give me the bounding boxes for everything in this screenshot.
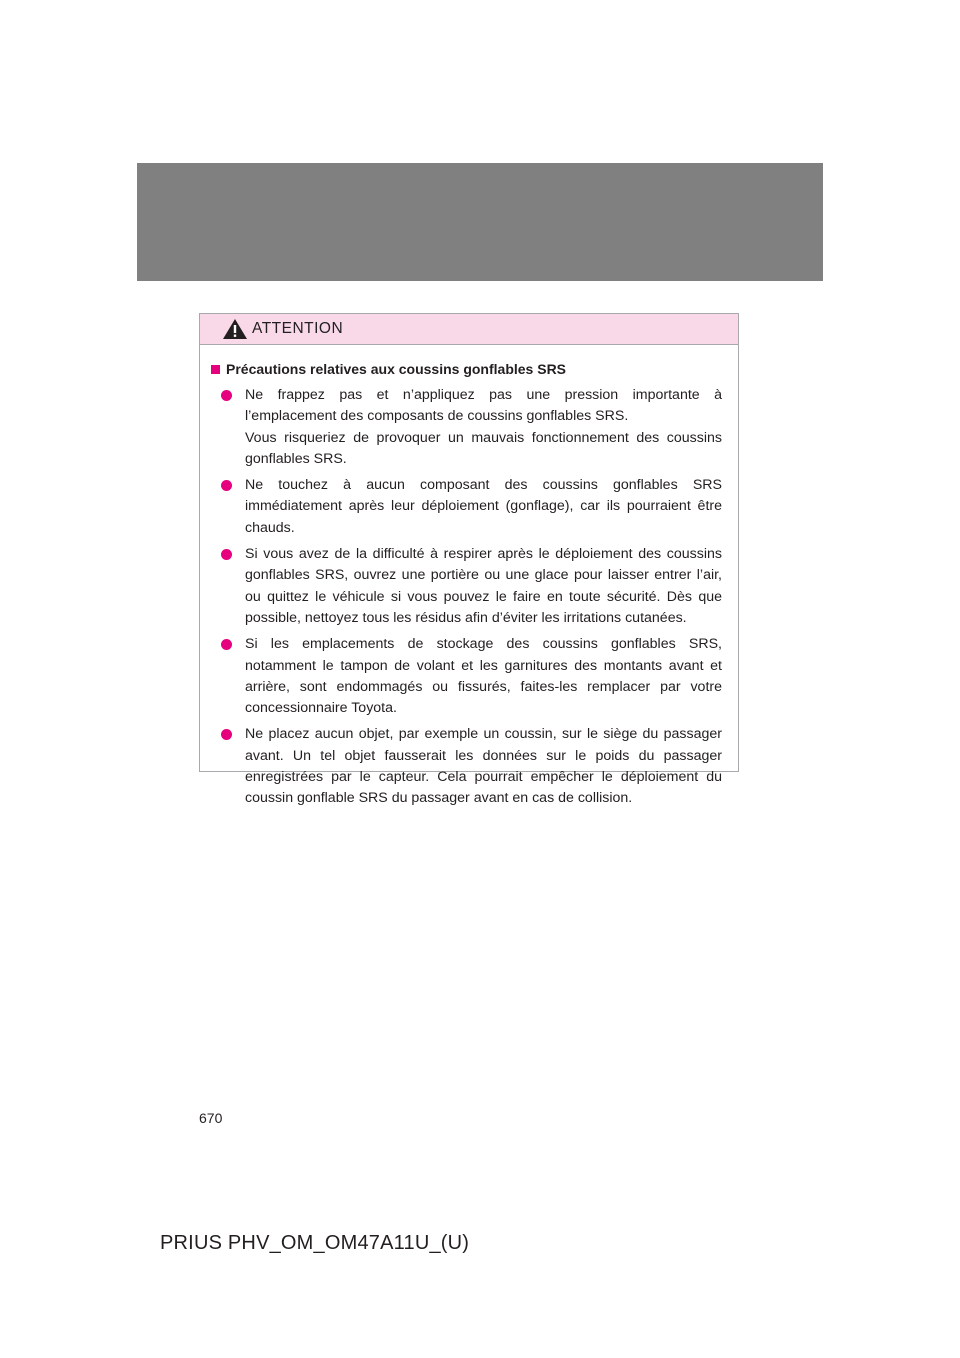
dot-bullet-icon (221, 729, 232, 740)
list-item-text: Si les emplacements de stockage des coussins gonflables SRS, notamment le tampon de volant et les garnitures des montants avant et arrière, sont endommagés ou fissurés, faites-les remplacer par votre concessionnaire Toyota. (245, 636, 722, 717)
list-item-text: Ne touchez à aucun composant des coussins gonflables SRS immédiatement après leur déploiement (gonflage), car ils pourraient être chauds. (245, 477, 722, 536)
header-band (137, 163, 823, 281)
attention-title: ATTENTION (252, 320, 344, 337)
list-item (200, 634, 738, 719)
attention-box (199, 313, 739, 807)
warning-triangle-icon (222, 318, 248, 340)
list-item (200, 475, 738, 539)
list-item-text: Ne placez aucun objet, par exemple un coussin, sur le siège du passager avant. Un tel objet fausserait les données sur le poids du passager enregistrées par le capteur. Cela pourrait empêcher le déploiement du coussin gonflable SRS du passager avant en cas de collision. (245, 726, 722, 807)
list-item-text: Ne frappez pas et n’appliquez pas une pression importante à l’emplacement des composants de coussins gonflables SRS. (245, 387, 722, 425)
list-item (200, 544, 738, 629)
list-item (200, 385, 738, 470)
dot-bullet-icon (221, 480, 232, 491)
attention-header (200, 314, 738, 345)
attention-body (200, 345, 738, 810)
dot-bullet-icon (221, 639, 232, 650)
list-item-text: Si vous avez de la difficulté à respirer après le déploiement des coussins gonflables SRS, ouvrez une portière ou une glace pour laisser entrer l’air, ou quittez le véhicule si vous pouvez le faire en toute sécurité. Dès que possible, nettoyez tous les résidus afin d’éviter les irritations cutanées. (245, 546, 722, 626)
dot-bullet-icon (221, 549, 232, 560)
list-item (200, 724, 738, 809)
footer-code: PRIUS PHV_OM_OM47A11U_(U) (160, 1232, 470, 1254)
section-heading-text: Précautions relatives aux coussins gonflables SRS (226, 361, 567, 377)
page-number: 670 (199, 1110, 223, 1126)
section-heading (211, 359, 738, 379)
list-item-text-continued: Vous risqueriez de provoquer un mauvais fonctionnement des coussins gonflables SRS. (245, 429, 722, 467)
square-bullet-icon (211, 365, 220, 374)
dot-bullet-icon (221, 390, 232, 401)
